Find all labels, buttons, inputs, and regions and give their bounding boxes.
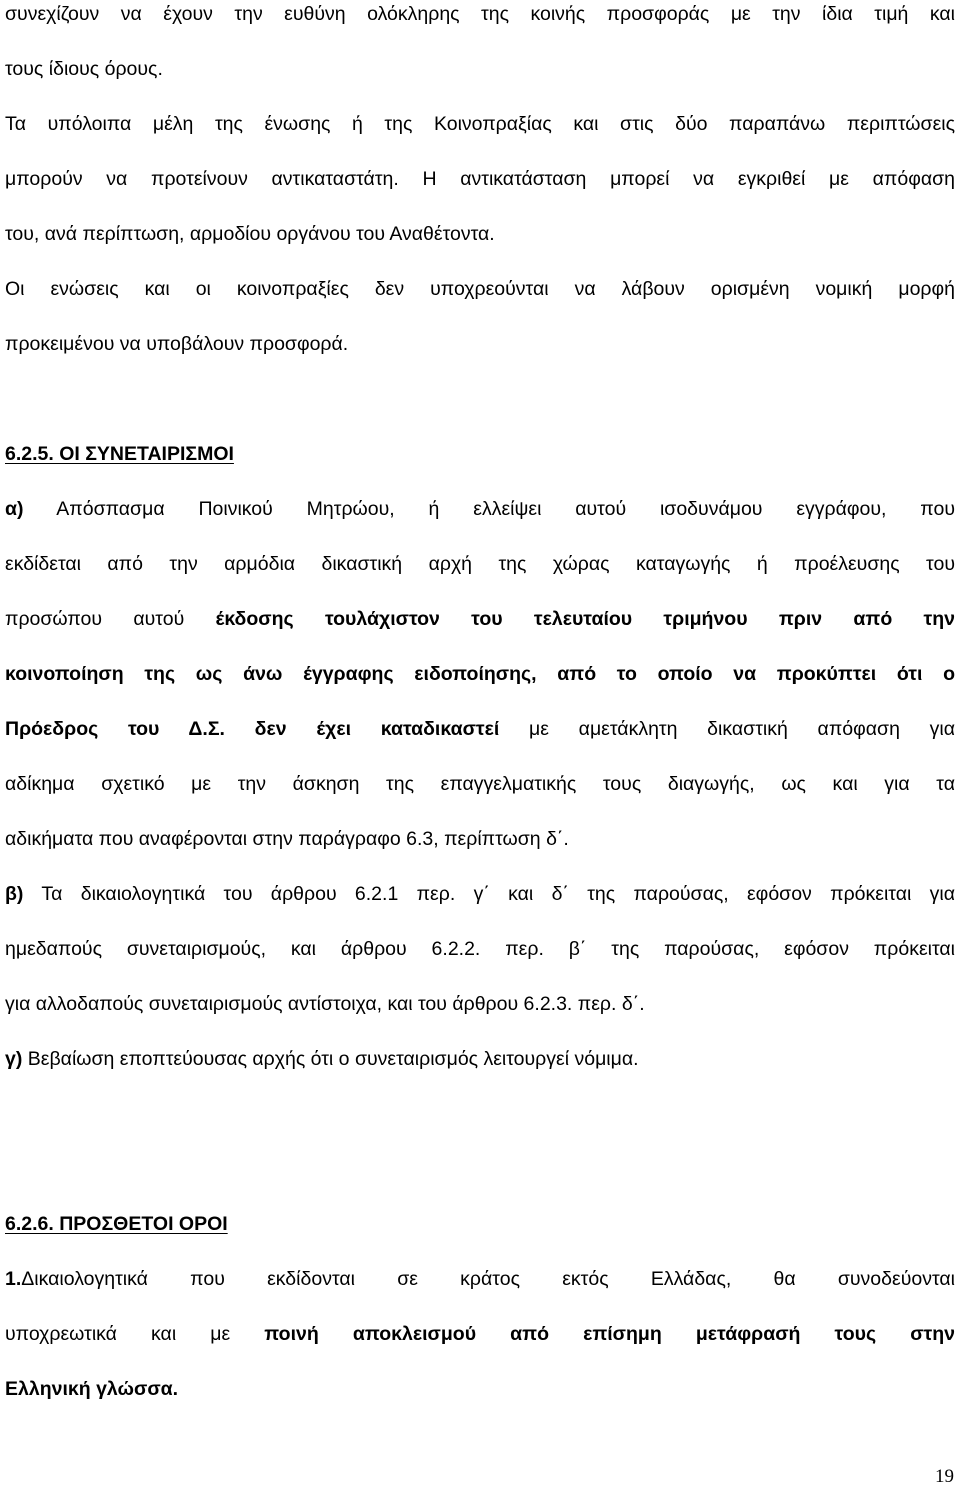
section-heading: 6.2.5. ΟΙ ΣΥΝΕΤΑΙΡΙΣΜΟΙ (5, 443, 234, 465)
text-line: συνεχίζουν να έχουν την ευθύνη ολόκληρης της κοινής προσφοράς με την ίδια τιμή και (5, 3, 955, 25)
text-line: προσώπου αυτού έκδοσης τουλάχιστον του τελευταίου τριμήνου πριν από την (5, 608, 955, 630)
paragraph-joint-offer (5, 0, 955, 97)
item-c-line: γ) Βεβαίωση εποπτεύουσας αρχής ότι ο συνεταιρισμός λειτουργεί νόμιμα. (5, 1048, 639, 1070)
item-label: 1. (5, 1268, 22, 1290)
item-a-line: α) Απόσπασμα Ποινικού Μητρώου, ή ελλείψει αυτού ισοδυνάμου εγγράφου, που (5, 498, 955, 520)
text-line: εκδίδεται από την αρμόδια δικαστική αρχή της χώρας καταγωγής ή προέλευσης του (5, 553, 955, 575)
text-line: υποχρεωτικά και με ποινή αποκλεισμού από επίσημη μετάφρασή τους στην (5, 1323, 955, 1345)
text-line: του, ανά περίπτωση, αρμοδίου οργάνου του Αναθέτοντα. (5, 223, 495, 245)
item-1-line: 1.Δικαιολογητικά που εκδίδονται σε κράτος εκτός Ελλάδας, θα συνοδεύονται (5, 1268, 955, 1290)
item-b-line: β) Τα δικαιολογητικά του άρθρου 6.2.1 περ. γ΄ και δ΄ της παρούσας, εφόσον πρόκειται για (5, 883, 955, 905)
section-6-2-5 (5, 427, 955, 1087)
item-label: α) (5, 498, 24, 520)
section-6-2-6 (5, 1197, 955, 1417)
text-line: Πρόεδρος του Δ.Σ. δεν έχει καταδικαστεί με αμετάκλητη δικαστική απόφαση για (5, 718, 955, 740)
text-line: Οι ενώσεις και οι κοινοπραξίες δεν υποχρεούνται να λάβουν ορισμένη νομική μορφή (5, 278, 955, 300)
item-label: γ) (5, 1048, 23, 1070)
text-line: προκειμένου να υποβάλουν προσφορά. (5, 333, 349, 355)
item-label: β) (5, 883, 24, 905)
text-line: μπορούν να προτείνουν αντικαταστάτη. Η αντικατάσταση μπορεί να εγκριθεί με απόφαση (5, 168, 955, 190)
text-line: Τα υπόλοιπα μέλη της ένωσης ή της Κοινοπραξίας και στις δύο παραπάνω περιπτώσεις (5, 113, 955, 135)
text-line: Ελληνική γλώσσα. (5, 1378, 179, 1400)
text-line: αδίκημα σχετικό με την άσκηση της επαγγελματικής τους διαγωγής, ως και για τα (5, 773, 955, 795)
text-line: τους ίδιους όρους. (5, 58, 163, 80)
document-page (5, 0, 955, 1417)
paragraph-replacement (5, 97, 955, 262)
page-number: 19 (935, 1466, 954, 1487)
text-line: κοινοποίηση της ως άνω έγγραφης ειδοποίησης, από το οποίο να προκύπτει ότι ο (5, 663, 955, 685)
section-heading: 6.2.6. ΠΡΟΣΘΕΤΟΙ ΟΡΟΙ (5, 1213, 228, 1235)
text-line: ημεδαπούς συνεταιρισμούς, και άρθρου 6.2.2. περ. β΄ της παρούσας, εφόσον πρόκειται (5, 938, 955, 960)
text-line: για αλλοδαπούς συνεταιρισμούς αντίστοιχα, και του άρθρου 6.2.3. περ. δ΄. (5, 993, 645, 1015)
text-line: αδικήματα που αναφέρονται στην παράγραφο 6.3, περίπτωση δ΄. (5, 828, 569, 850)
paragraph-legal-form (5, 262, 955, 372)
